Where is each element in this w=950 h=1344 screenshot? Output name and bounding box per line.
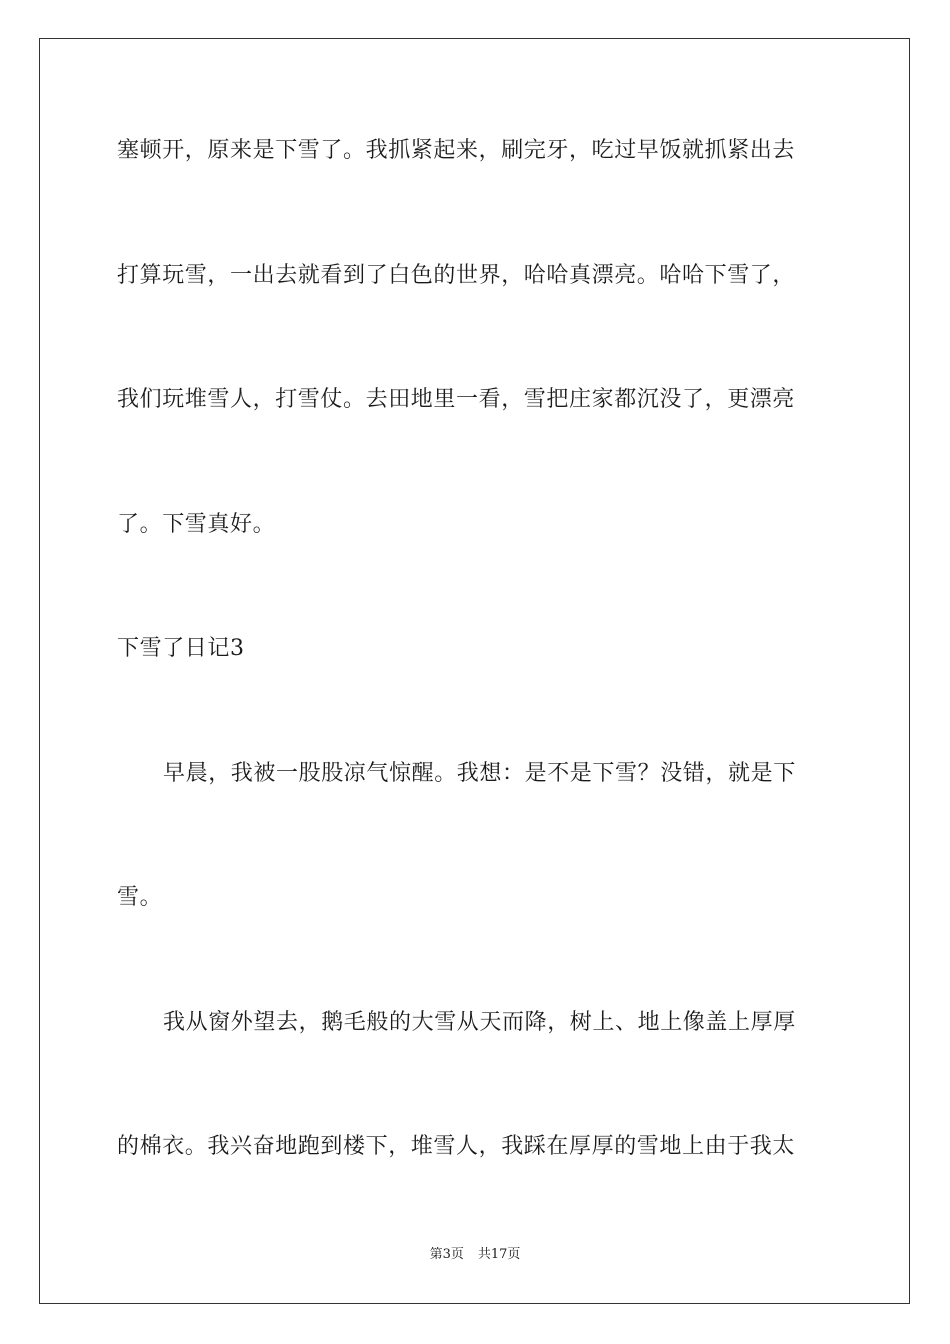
section-heading: 下雪了日记3	[117, 636, 245, 661]
paragraph-line-5: 早晨，我被一股股凉气惊醒。我想：是不是下雪？没错，就是下	[163, 761, 796, 786]
paragraph-line-2: 打算玩雪，一出去就看到了白色的世界，哈哈真漂亮。哈哈下雪了，	[117, 263, 796, 288]
paragraph-line-8: 的棉衣。我兴奋地跑到楼下，堆雪人，我踩在厚厚的雪地上由于我太	[117, 1134, 796, 1159]
paragraph-line-6: 雪。	[117, 885, 163, 910]
paragraph-line-4: 了。下雪真好。	[117, 512, 276, 537]
paragraph-line-7: 我从窗外望去，鹅毛般的大雪从天而降，树上、地上像盖上厚厚	[163, 1010, 796, 1035]
paragraph-line-1: 塞顿开，原来是下雪了。我抓紧起来，刷完牙，吃过早饭就抓紧出去	[117, 138, 796, 163]
page-number: 第3页	[429, 1247, 464, 1262]
page-footer	[0, 1247, 950, 1263]
paragraph-line-3: 我们玩堆雪人，打雪仗。去田地里一看，雪把庄家都沉没了，更漂亮	[117, 387, 796, 412]
total-pages: 共17页	[477, 1247, 521, 1262]
page-border	[39, 38, 910, 1304]
